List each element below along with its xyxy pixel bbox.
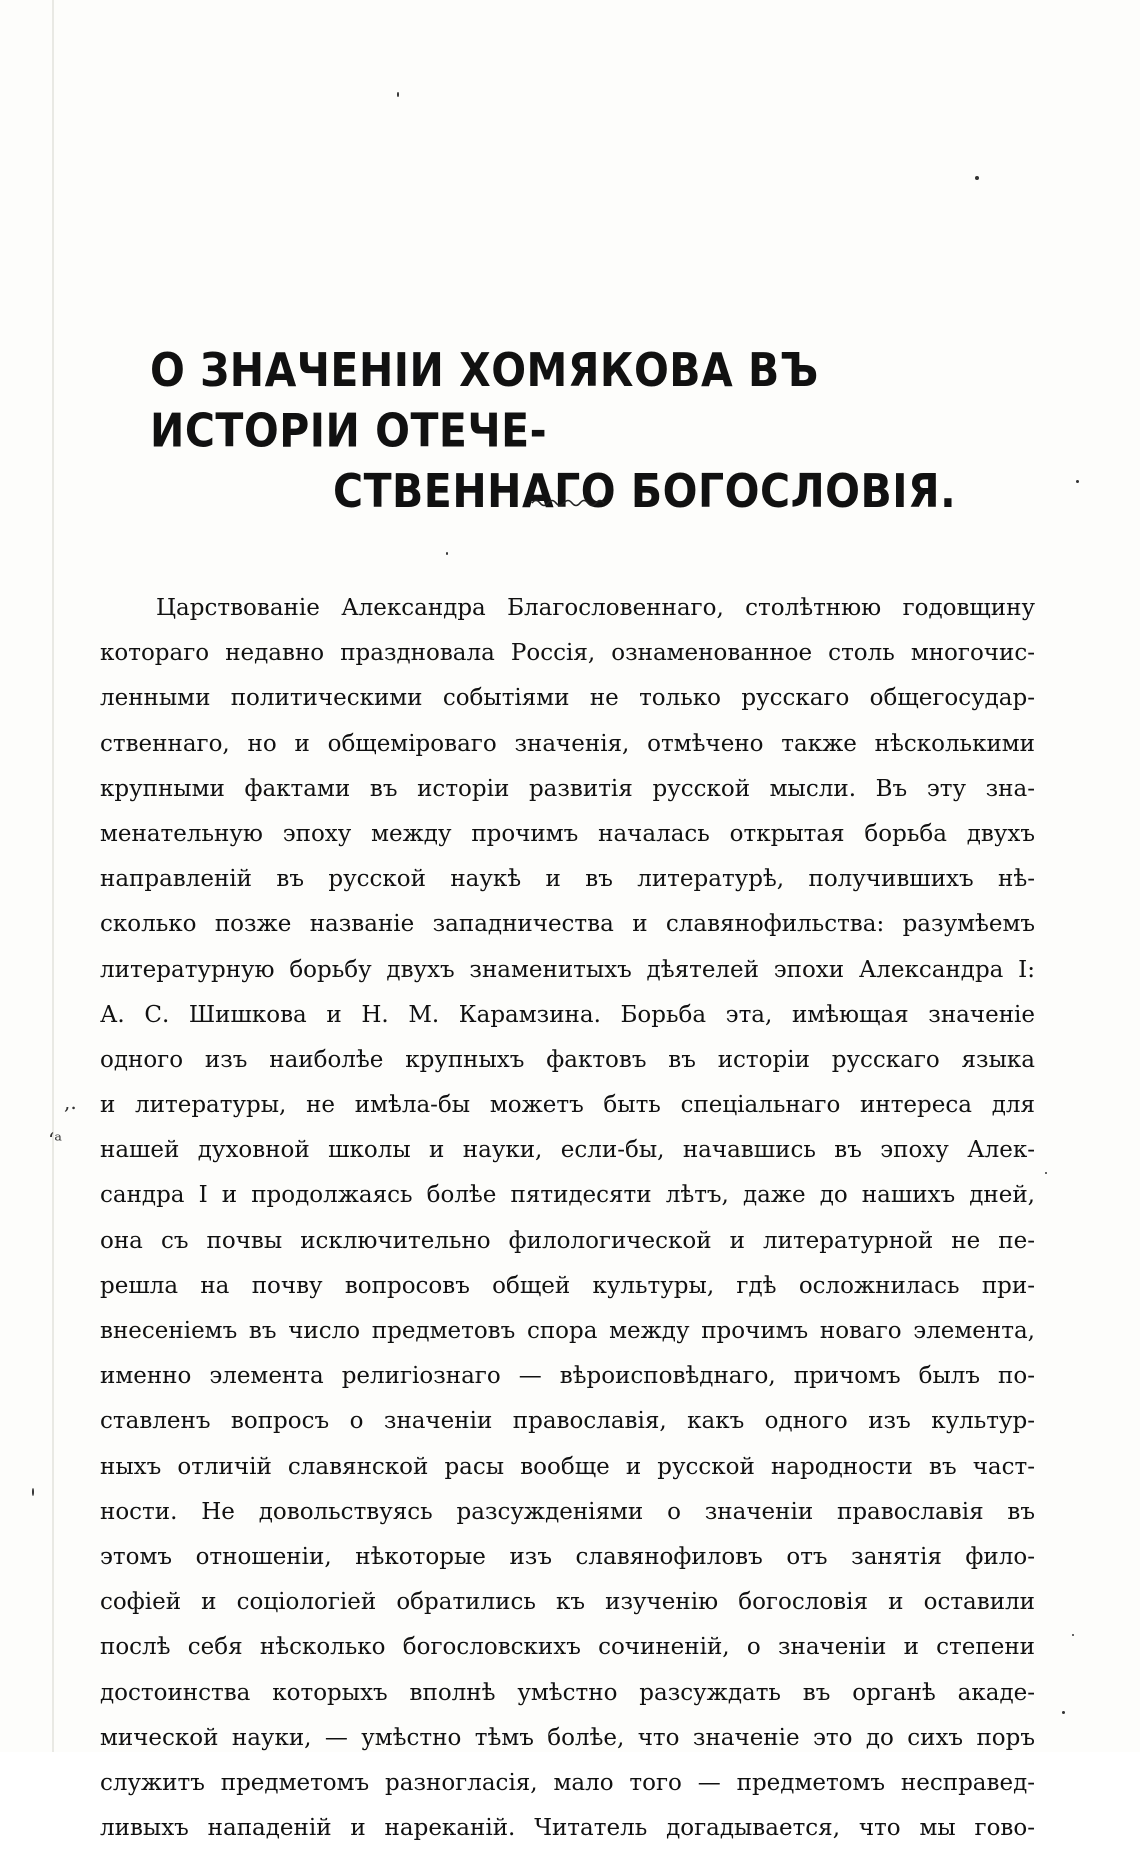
- text-line: софіей и соціологіей обратились къ изученію богословія и оставили: [100, 1589, 1035, 1616]
- text-line: котораго недавно праздновала Россія, ознаменованное столь многочис-: [100, 640, 1035, 667]
- text-line: А. С. Шишкова и Н. М. Карамзина. Борьба эта, имѣющая значеніе: [100, 1001, 1035, 1028]
- page-edge-shadow: [52, 0, 54, 1752]
- text-line: нашей духовной школы и науки, если-бы, начавшись въ эпоху Алек-: [100, 1137, 1035, 1164]
- text-line: ныхъ отличій славянской расы вообще и русской народности въ част-: [100, 1453, 1035, 1480]
- scan-speck: [1072, 1634, 1074, 1636]
- text-line: послѣ себя нѣсколько богословскихъ сочиненій, о значеніи и степени: [100, 1634, 1035, 1661]
- text-line: достоинства которыхъ вполнѣ умѣстно разсуждать въ органѣ акаде-: [100, 1679, 1035, 1706]
- title-line-2: СТВЕННАГО БОГОСЛОВІЯ.: [333, 464, 957, 519]
- article-body: [100, 586, 1035, 1851]
- text-line: мической науки, — умѣстно тѣмъ болѣе, что значеніе это до сихъ поръ: [100, 1724, 1035, 1751]
- text-line: направленій въ русской наукѣ и въ литературѣ, получившихъ нѣ-: [100, 866, 1035, 893]
- text-line: ливыхъ нападеній и нареканій. Читатель догадывается, что мы гово-: [100, 1815, 1035, 1842]
- margin-mark: ʻᵃ: [48, 1128, 63, 1152]
- scan-speck: [1045, 1172, 1047, 1174]
- scan-speck: [1076, 480, 1079, 483]
- text-line: Царствованіе Александра Благословеннаго, столѣтнюю годовщину: [156, 595, 1035, 621]
- ornament-squiggle-icon: [530, 495, 610, 509]
- text-line: именно элемента религіознаго — вѣроисповѣднаго, причомъ былъ по-: [100, 1363, 1035, 1390]
- text-line: одного изъ наиболѣе крупныхъ фактовъ въ исторіи русскаго языка: [100, 1046, 1035, 1073]
- text-line: и литературы, не имѣла-бы можетъ быть спеціальнаго интереса для: [100, 1092, 1035, 1119]
- text-line: ственнаго, но и общеміроваго значенія, отмѣчено также нѣсколькими: [100, 730, 1035, 757]
- text-line: ности. Не довольствуясь разсужденіями о значеніи православія въ: [100, 1498, 1035, 1525]
- text-line: литературную борьбу двухъ знаменитыхъ дѣятелей эпохи Александра I:: [100, 956, 1035, 983]
- scan-speck: [975, 176, 979, 180]
- scan-speck: [32, 1488, 34, 1496]
- text-line: ставленъ вопросъ о значеніи православія, какъ одного изъ культур-: [100, 1408, 1035, 1435]
- title-line-1: О ЗНАЧЕНІИ ХОМЯКОВА ВЪ ИСТОРІИ ОТЕЧЕ-: [150, 343, 819, 458]
- text-line: сколько позже названіе западничества и славянофильства: разумѣемъ: [100, 911, 1035, 938]
- scan-speck: [446, 552, 448, 555]
- text-line: этомъ отношеніи, нѣкоторые изъ славянофиловъ отъ занятія фило-: [100, 1543, 1035, 1570]
- scan-speck: [397, 92, 399, 97]
- text-line: ленными политическими событіями не только русскаго общегосудар-: [100, 685, 1035, 712]
- scan-speck: [1062, 1711, 1065, 1714]
- text-line: она съ почвы исключительно филологической и литературной не пе-: [100, 1227, 1035, 1254]
- text-line: внесеніемъ въ число предметовъ спора между прочимъ новаго элемента,: [100, 1318, 1035, 1344]
- margin-mark: ,.: [64, 1090, 77, 1114]
- text-line: менательную эпоху между прочимъ началась открытая борьба двухъ: [100, 820, 1035, 847]
- text-line: сандра I и продолжаясь болѣе пятидесяти лѣтъ, даже до нашихъ дней,: [100, 1182, 1035, 1209]
- text-line: решла на почву вопросовъ общей культуры, гдѣ осложнилась при-: [100, 1272, 1035, 1299]
- text-line: крупными фактами въ исторіи развитія русской мысли. Въ эту зна-: [100, 775, 1035, 802]
- text-line: служитъ предметомъ разногласія, мало того — предметомъ несправед-: [100, 1769, 1035, 1796]
